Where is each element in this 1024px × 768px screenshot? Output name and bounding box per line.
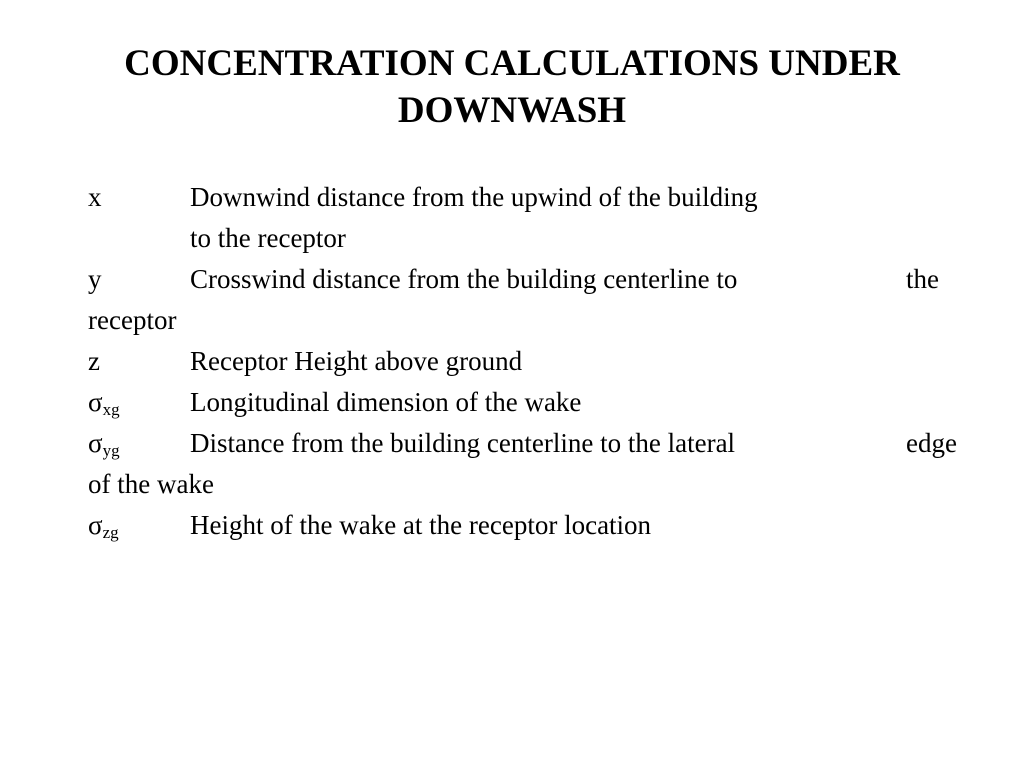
description-sigma-yg: Distance from the building centerline to the lateral xyxy=(190,428,736,458)
symbol-z: z xyxy=(88,346,100,376)
description-sigma-zg: Height of the wake at the receptor location xyxy=(190,510,652,540)
title-line-1: CONCENTRATION CALCULATIONS UNDER xyxy=(124,43,900,84)
description-sigma-yg-tail: edge xyxy=(906,428,957,458)
definition-y xyxy=(88,259,988,300)
definition-y-continued xyxy=(88,300,988,341)
definitions-list xyxy=(88,177,988,546)
symbol-sigma-zg: $\sigma_{zg}$ xyxy=(88,510,119,542)
definition-sigma-yg-continued xyxy=(88,464,988,505)
symbol-y: y xyxy=(88,264,102,294)
description-sigma-xg: Longitudinal dimension of the wake xyxy=(190,387,582,417)
description-x: Downwind distance from the upwind of the building xyxy=(190,182,758,212)
definition-x xyxy=(88,177,988,218)
definition-sigma-yg xyxy=(88,423,988,464)
description-y-continued: receptor xyxy=(88,305,177,335)
slide-title xyxy=(0,40,1024,134)
definition-sigma-zg xyxy=(88,505,988,546)
title-line-2: DOWNWASH xyxy=(397,90,627,131)
description-x-continued: to the receptor xyxy=(190,223,346,253)
description-y-tail: the xyxy=(906,264,939,294)
symbol-sigma-yg: $\sigma_{yg}$ xyxy=(88,428,120,460)
symbol-x: x xyxy=(88,182,102,212)
description-z: Receptor Height above ground xyxy=(190,346,523,376)
definition-x-continued xyxy=(88,218,988,259)
description-y: Crosswind distance from the building centerline to xyxy=(190,264,738,294)
description-sigma-yg-continued: of the wake xyxy=(88,469,214,499)
definition-z xyxy=(88,341,988,382)
definition-sigma-xg xyxy=(88,382,988,423)
symbol-sigma-xg: $\sigma_{xg}$ xyxy=(88,387,120,419)
